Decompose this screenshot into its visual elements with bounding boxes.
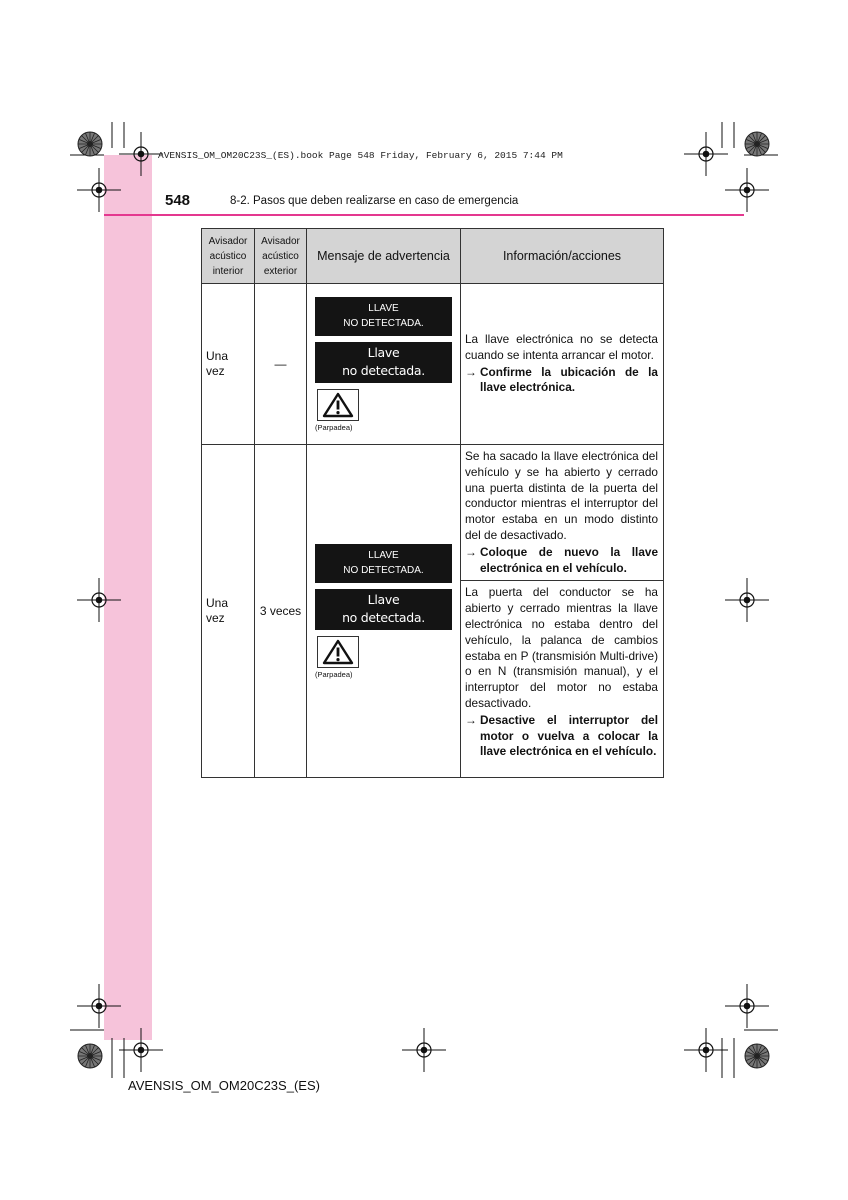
display-line: NO DETECTADA.	[343, 318, 424, 329]
display-line: NO DETECTADA.	[343, 565, 424, 577]
display-line: LLAVE	[368, 303, 399, 314]
header-line: Avisador	[208, 235, 248, 247]
display-message-lower	[315, 589, 452, 630]
registration-mark-icon	[76, 167, 122, 213]
action-text: Desactive el interruptor del motor o vuelva a colocar la llave electrónica en el vehículo.	[480, 712, 658, 759]
registration-mark-icon	[683, 1027, 729, 1073]
blink-note: (Parpadea)	[315, 422, 353, 432]
interior-buzzer-cell	[202, 445, 255, 778]
table-row	[202, 445, 664, 581]
header-line: exterior	[263, 265, 298, 277]
footer-book-id: AVENSIS_OM_OM20C23S_(ES)	[128, 1078, 320, 1093]
arrow-icon: →	[465, 712, 477, 727]
registration-mark-icon	[118, 1027, 164, 1073]
registration-mark-icon	[724, 983, 770, 1029]
warning-triangle-icon	[317, 636, 359, 668]
cell-line: vez	[206, 611, 225, 626]
header-line: Avisador	[261, 235, 300, 247]
registration-mark-icon	[724, 167, 770, 213]
table-row	[202, 284, 664, 445]
exterior-buzzer-cell: 3 veces	[255, 445, 307, 778]
info-actions-cell	[461, 581, 664, 778]
exterior-buzzer-cell: —	[255, 284, 307, 445]
cell-line: vez	[206, 364, 225, 378]
header-rule	[104, 214, 744, 216]
color-target-icon	[77, 1043, 103, 1069]
section-title: 8-2. Pasos que deben realizarse en caso de emergencia	[230, 195, 519, 207]
header-warning-message: Mensaje de advertencia	[307, 229, 461, 284]
cell-line: Una	[206, 349, 229, 363]
interior-buzzer-cell	[202, 284, 255, 445]
warning-triangle-icon	[317, 389, 359, 421]
page-number: 548	[165, 192, 191, 209]
info-text: La puerta del conductor se ha abierto y cerrado mientras la llave electrónica no estaba dentro del vehículo, la palanca de cambios estaba en P (transmisión Multi-drive) o en N (transmisión manual), y el interruptor del motor no estaba desactivado.	[465, 585, 658, 710]
registration-mark-icon	[76, 983, 122, 1029]
display-message-upper	[315, 297, 452, 336]
color-target-icon	[744, 131, 770, 157]
color-target-icon	[744, 1043, 770, 1069]
warning-indicator	[315, 636, 375, 679]
registration-mark-icon	[724, 577, 770, 623]
display-line: Llave	[367, 592, 400, 608]
table-header-row	[202, 229, 664, 284]
action-text: Confirme la ubicación de la llave electrónica.	[480, 364, 658, 395]
display-line: Llave	[367, 345, 400, 360]
cell-line: Una	[206, 596, 229, 611]
display-line: LLAVE	[368, 550, 399, 562]
info-actions-cell	[461, 445, 664, 581]
action-item	[465, 545, 658, 577]
warning-message-cell	[307, 284, 461, 445]
header-line: acústico	[262, 250, 299, 262]
display-message-lower	[315, 342, 452, 383]
action-item	[465, 713, 658, 760]
warning-table	[201, 228, 664, 778]
registration-mark-icon	[401, 1027, 447, 1073]
header-line: interior	[212, 265, 244, 277]
book-header: AVENSIS_OM_OM20C23S_(ES).book Page 548 Friday, February 6, 2015 7:44 PM	[158, 150, 563, 161]
display-line: no detectada.	[342, 610, 425, 626]
registration-mark-icon	[683, 131, 729, 177]
info-text: Se ha sacado la llave electrónica del vehículo y se ha abierto y cerrado una puerta distinta de la puerta del conductor mientras el interruptor del motor estaba en un modo distinto del de desactivado.	[465, 449, 658, 542]
header-interior-buzzer	[202, 229, 255, 284]
display-line: no detectada.	[342, 363, 425, 378]
warning-indicator	[315, 389, 375, 432]
action-item	[465, 365, 658, 397]
header-info-actions: Información/acciones	[461, 229, 664, 284]
blink-note: (Parpadea)	[315, 669, 353, 679]
warning-message-cell	[307, 445, 461, 778]
display-message-upper	[315, 544, 452, 583]
action-text: Coloque de nuevo la llave electrónica en el vehículo.	[480, 544, 658, 575]
info-text: La llave electrónica no se detecta cuando se intenta arrancar el motor.	[465, 331, 658, 362]
header-line: acústico	[209, 250, 247, 262]
header-exterior-buzzer	[255, 229, 307, 284]
info-actions-cell	[461, 284, 664, 445]
arrow-icon: →	[465, 544, 477, 559]
registration-mark-icon	[76, 577, 122, 623]
arrow-icon: →	[465, 364, 477, 379]
color-target-icon	[77, 131, 103, 157]
